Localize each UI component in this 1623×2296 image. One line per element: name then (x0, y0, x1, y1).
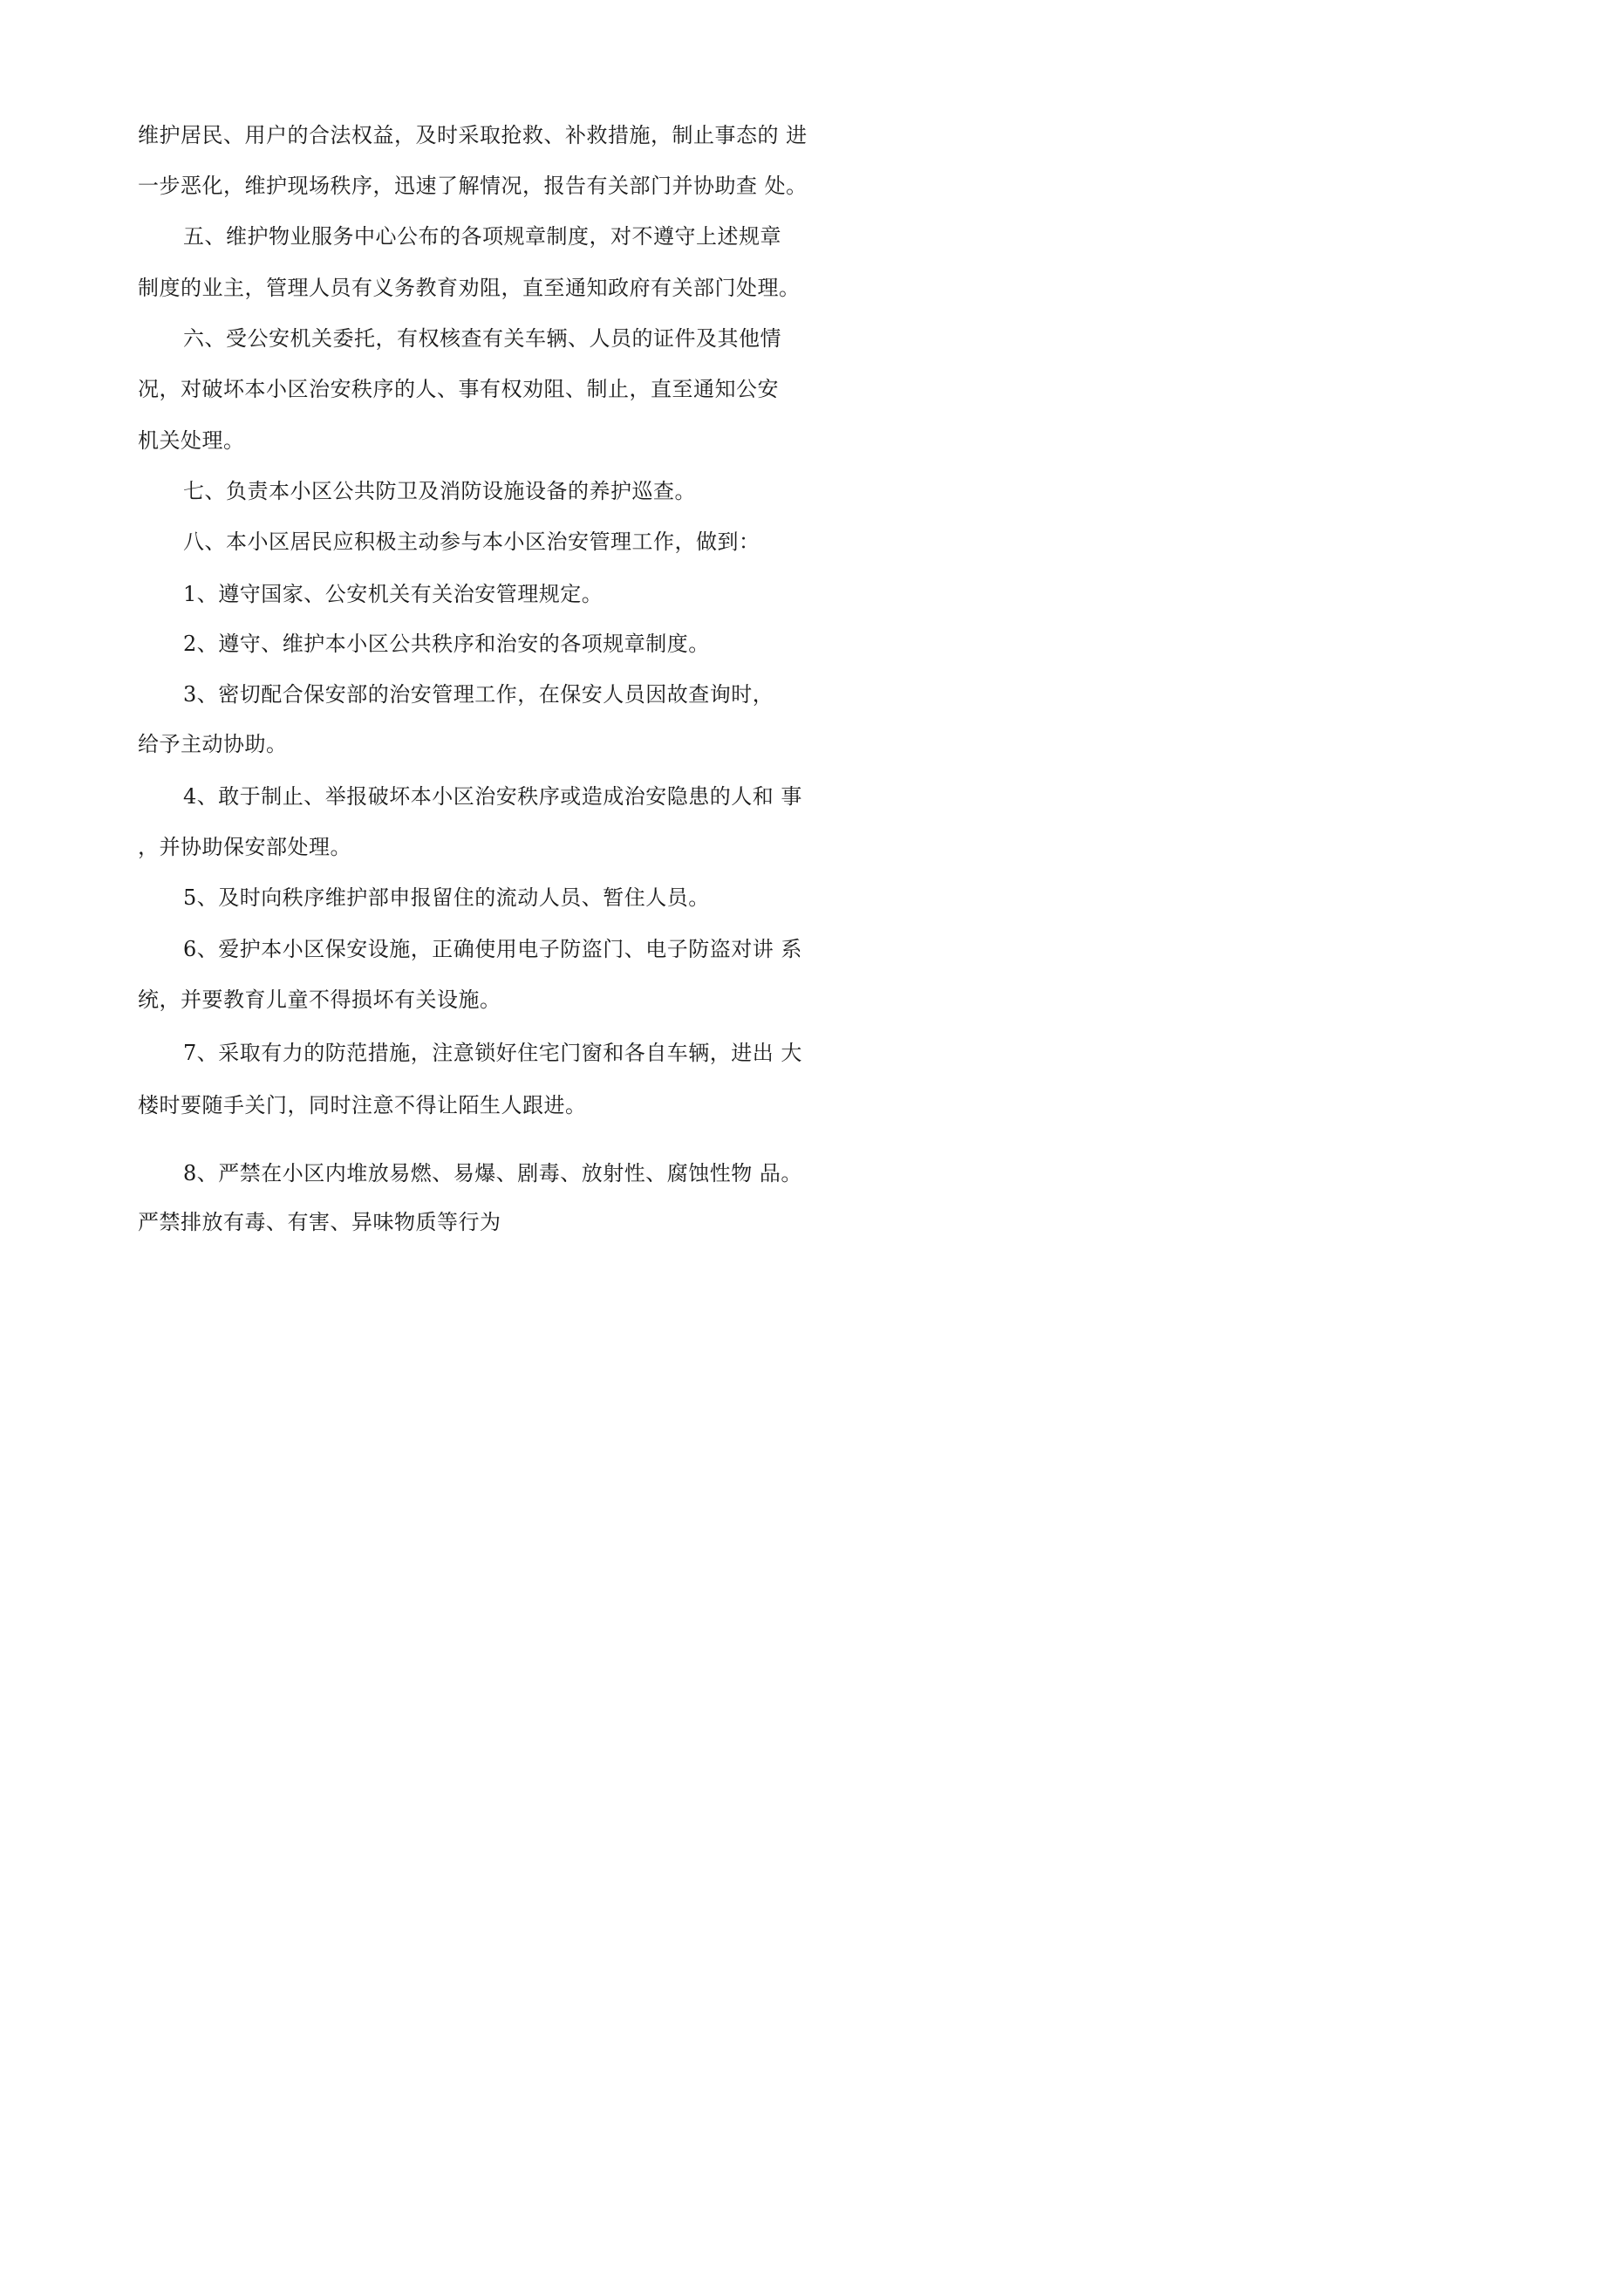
text-line: 六、受公安机关委托，有权核查有关车辆、人员的证件及其他情 (183, 326, 781, 351)
text-line: 5、及时向秩序维护部申报留住的流动人员、暂住人员。 (183, 885, 710, 910)
text-line: 2、遵守、维护本小区公共秩序和治安的各项规章制度。 (183, 632, 710, 656)
text-line: 七、负责本小区公共防卫及消防设施设备的养护巡查。 (183, 479, 696, 503)
text-line: 楼时要随手关门，同时注意不得让陌生人跟进。 (138, 1093, 587, 1117)
text-line: 统，并要教育儿童不得损坏有关设施。 (138, 987, 501, 1012)
text-line: ，并协助保安部处理。 (138, 835, 351, 859)
text-line: 五、维护物业服务中心公布的各项规章制度，对不遵守上述规章 (183, 224, 781, 249)
text-line: 况，对破坏本小区治安秩序的人、事有权劝阻、制止，直至通知公安 (138, 377, 779, 401)
text-line: 6、爱护本小区保安设施，正确使用电子防盗门、电子防盗对讲 系 (183, 937, 802, 961)
text-line: 严禁排放有毒、有害、异味物质等行为 (138, 1210, 501, 1234)
text-line: 1、遵守国家、公安机关有关治安管理规定。 (183, 582, 604, 606)
text-line: 机关处理。 (138, 428, 245, 453)
text-line: 3、密切配合保安部的治安管理工作，在保安人员因故查询时， (183, 682, 774, 707)
text-line: 制度的业主，管理人员有义务教育劝阻，直至通知政府有关部门处理。 (138, 276, 801, 300)
text-line: 一步恶化，维护现场秩序，迅速了解情况，报告有关部门并协助查 处。 (138, 174, 808, 198)
text-line: 八、本小区居民应积极主动参与本小区治安管理工作，做到： (183, 530, 760, 554)
document-page (0, 0, 959, 1357)
text-line: 给予主动协助。 (138, 732, 288, 756)
text-line: 4、敢于制止、举报破坏本小区治安秩序或造成治安隐患的人和 事 (183, 784, 802, 809)
text-line: 7、采取有力的防范措施，注意锁好住宅门窗和各自车辆，进出 大 (183, 1041, 802, 1065)
text-line: 8、严禁在小区内堆放易燃、易爆、剧毒、放射性、腐蚀性物 品。 (183, 1161, 802, 1186)
text-line: 维护居民、用户的合法权益，及时采取抢救、补救措施，制止事态的 进 (138, 123, 808, 147)
